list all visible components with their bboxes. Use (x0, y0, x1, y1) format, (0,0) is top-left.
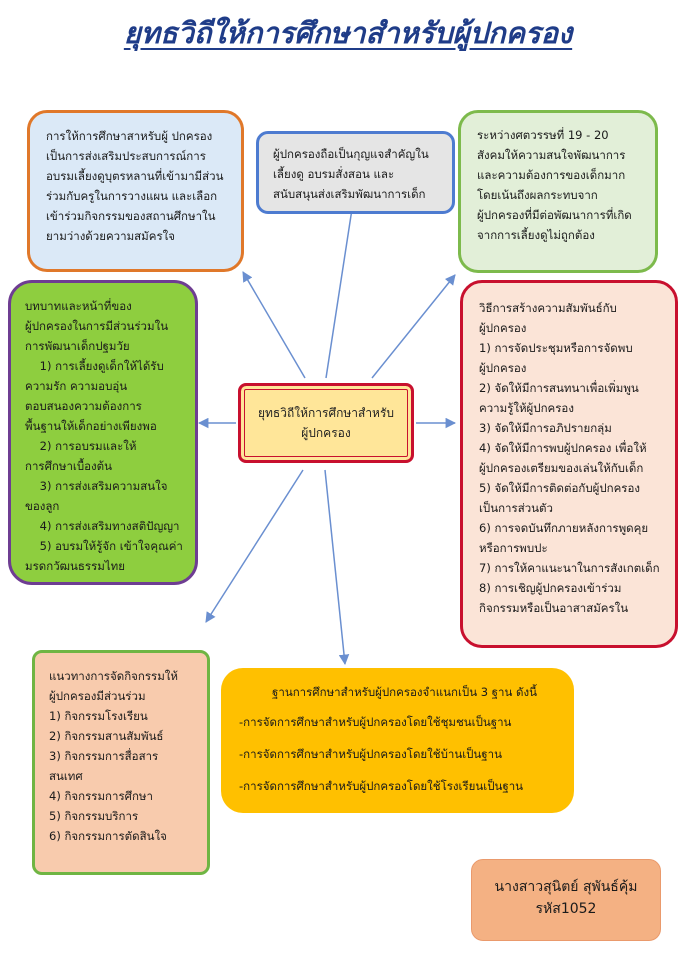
text-line: 5) กิจกรรมบริการ (49, 809, 139, 823)
text-line: การให้การศึกษาสาหรับผู้ ปกครอง (46, 129, 213, 143)
text-line: การพัฒนาเด็กปฐมวัย (25, 339, 130, 353)
intro-box (27, 110, 244, 272)
text-line: แนวทางการจัดกิจกรรมให้ (49, 669, 178, 683)
text-line: มรดกวัฒนธรรมไทย (25, 559, 125, 573)
text-line: เข้าร่วมกิจกรรมของสถานศึกษาใน (46, 209, 216, 223)
text-line: 4) จัดให้มีการพบผู้ปกครอง เพื่อให้ (479, 441, 647, 455)
text-line: เป็นการส่งเสริมประสบการณ์การ (46, 149, 206, 163)
center-topic-line: ผู้ปกครอง (301, 426, 351, 440)
text-line: หรือการพบปะ (479, 541, 548, 555)
education-base-item: -การจัดการศึกษาสำหรับผู้ปกครองโดยใช้โรงเรียนเป็นฐาน (239, 779, 524, 793)
text-line: 3) จัดให้มีการอภิปรายกลุ่ม (479, 421, 612, 435)
text-line: 1) การจัดประชุมหรือการจัดพบ (479, 341, 633, 355)
arrow-to-top-right (372, 275, 455, 378)
text-line: 6) กิจกรรมการตัดสินใจ (49, 829, 167, 843)
text-line: 3) กิจกรรมการสื่อสาร (49, 749, 159, 763)
text-line: การศึกษาเบื้องต้น (25, 459, 112, 473)
arrow-to-top-center (326, 196, 354, 378)
text-line: ร่วมกับครูในการวางแผน และเลือก (46, 189, 218, 203)
text-line: สังคมให้ความสนใจพัฒนาการ (477, 148, 626, 162)
text-line: เป็นการส่วนตัว (479, 501, 553, 515)
arrow-to-top-left (243, 272, 305, 378)
arrow-to-bottom-center (325, 470, 345, 664)
text-line: สนเทศ (49, 769, 83, 783)
roles-duties-box (8, 280, 198, 585)
author-code: รหัส1052 (535, 901, 597, 917)
text-line: 2) จัดให้มีการสนทนาเพื่อเพิ่มพูน (479, 381, 639, 395)
text-line: พื้นฐานให้เด็กอย่างเพียงพอ (25, 419, 157, 433)
text-line: ของลูก (25, 499, 60, 513)
text-line: ผู้ปกครองมีส่วนร่วม (49, 689, 146, 703)
relationship-methods-box (460, 280, 678, 648)
page-title: ยุทธวิถีให้การศึกษาสำหรับผู้ปกครอง (123, 16, 573, 50)
text-line: ผู้ปกครองเตรียมของเล่นให้กับเด็ก (479, 461, 644, 475)
text-line: 8) การเชิญผู้ปกครองเข้าร่วม (479, 581, 622, 595)
education-base-item: -การจัดการศึกษาสำหรับผู้ปกครองโดยใช้บ้านเป็นฐาน (239, 747, 502, 761)
text-line: 5) อบรมให้รู้จัก เข้าใจคุณค่า (25, 539, 183, 553)
text-line: โดยเน้นถึงผลกระทบจาก (477, 188, 598, 202)
text-line: 2) การอบรมและให้ (25, 439, 137, 453)
text-line: ผู้ปกครอง (479, 321, 527, 335)
history-box (458, 110, 658, 273)
text-line: 6) การจดบันทึกภายหลังการพูดคุย (479, 521, 649, 535)
text-line: 5) จัดให้มีการติดต่อกับผู้ปกครอง (479, 481, 641, 495)
text-line: ผู้ปกครอง (479, 361, 527, 375)
text-line: ผู้ปกครองในการมีส่วนร่วมใน (25, 319, 169, 333)
text-line: ตอบสนองความต้องการ (25, 399, 142, 413)
center-topic-box (238, 383, 414, 463)
text-line: ผู้ปกครองถือเป็นกุญแจสำคัญใน (273, 147, 429, 161)
text-line: 4) กิจกรรมการศึกษา (49, 789, 153, 803)
text-line: 7) การให้คาแนะนาในการสังเกตเด็ก (479, 561, 660, 575)
text-line: ความรู้ให้ผู้ปกครอง (479, 401, 574, 415)
education-bases-heading: ฐานการศึกษาสำหรับผู้ปกครองจำแนกเป็น 3 ฐาน ดังนี้ (272, 685, 537, 699)
text-line: เลี้ยงดู อบรมสั่งสอน และ (273, 167, 395, 181)
activity-guidelines-box (32, 650, 210, 875)
center-topic-line: ยุทธวิถีให้การศึกษาสำหรับ (257, 406, 395, 420)
text-line: สนับสนุนส่งเสริมพัฒนาการเด็ก (273, 187, 426, 201)
text-line: 1) การเลี้ยงดูเด็กให้ได้รับ (25, 359, 164, 373)
text-line: ระหว่างศตวรรษที่ 19 - 20 (477, 128, 609, 142)
text-line: อบรมเลี้ยงดูบุตรหลานที่เข้ามามีส่วน (46, 169, 224, 183)
text-line: ความรัก ความอบอุ่น (25, 379, 128, 393)
author-name: นางสาวสุนิตย์ สุพันธ์คุ้ม (494, 879, 638, 895)
education-base-item: -การจัดการศึกษาสำหรับผู้ปกครองโดยใช้ชุมชนเป็นฐาน (239, 715, 512, 729)
text-line: ผู้ปกครองที่มีต่อพัฒนาการที่เกิด (477, 208, 632, 222)
text-line: 3) การส่งเสริมความสนใจ (25, 479, 168, 493)
text-line: ยามว่างด้วยความสมัครใจ (46, 229, 175, 243)
text-line: บทบาทและหน้าที่ของ (25, 299, 132, 313)
text-line: 1) กิจกรรมโรงเรียน (49, 709, 148, 723)
author-box (471, 859, 661, 941)
education-bases-box (221, 668, 574, 813)
text-line: 4) การส่งเสริมทางสติปัญญา (25, 519, 180, 533)
text-line: จากการเลี้ยงดูไม่ถูกต้อง (477, 228, 595, 242)
text-line: วิธีการสร้างความสัมพันธ์กับ (479, 301, 617, 315)
arrow-to-bottom-left (206, 470, 303, 622)
text-line: และความต้องการของเด็กมาก (477, 168, 626, 182)
text-line: 2) กิจกรรมสานสัมพันธ์ (49, 729, 164, 743)
text-line: กิจกรรมหรือเป็นอาสาสมัครใน (479, 601, 629, 615)
key-role-box (256, 131, 455, 214)
